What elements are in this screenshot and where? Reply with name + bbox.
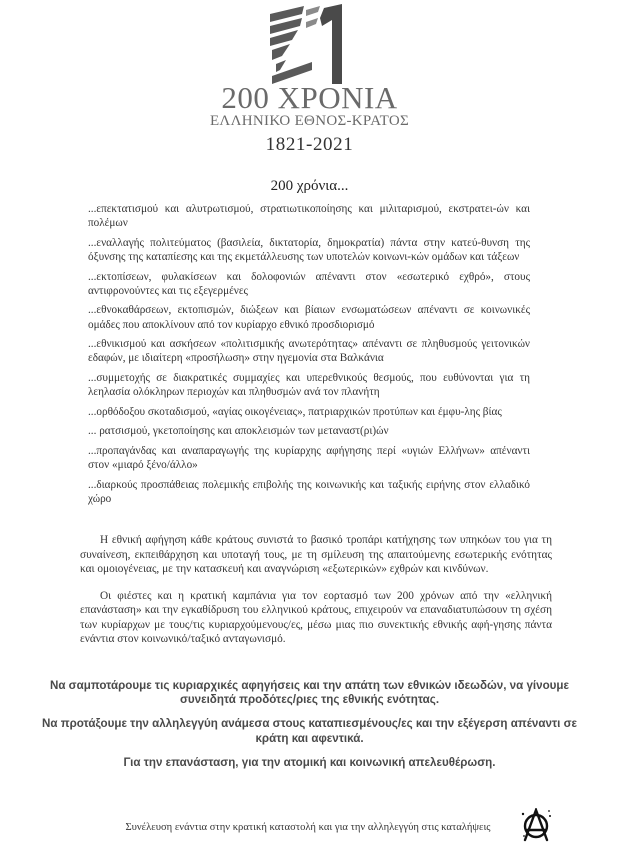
section-title: 200 χρόνια... <box>270 178 349 194</box>
slogan: Να προτάξουμε την αλληλεγγύη ανάμεσα στους καταπιεσμένους/ες και την εξέγερση απέναντι σε κράτη και αφεντικά. <box>42 717 577 745</box>
logo-200-years-icon <box>262 4 358 88</box>
slogan: Να σαμποτάρουμε τις κυριαρχικές αφηγήσεις και την απάτη των εθνικών ιδεωδών, να γίνουμε συνειδητά προδότες/ριες της εθνικής ενότητας. <box>49 679 570 707</box>
page-years: 1821-2021 <box>265 134 354 155</box>
list-item: ...διαρκούς προσπάθειας πολεμικής επιβολής της κοινωνικής και ταξικής ειρήνης στον ελλαδικό χώρο <box>88 478 530 505</box>
list-item: ...εθνικισμού και ασκήσεων «πολιτισμικής ανωτερότητας» απέναντι σε πληθυσμούς γειτονικών εδαφών, με ιδιαίτερη «προσήλωση» στην ηγεμονία στα Βαλκάνια <box>88 338 530 365</box>
paragraph: Οι φιέστες και η κρατική καμπάνια για τον εορτασμό των 200 χρόνων από την «ελληνική επανάσταση» και την εγκαθίδρυση του ελληνικού κράτους, επιχειρούν να επαναδιατυπώσουν τη σχέση των κυρίαρχων με τους/τις κυριαρχούμενους/ες, μέσω μιας πιο συνεκτικής εθνικής αφή-γησης πάντα ενάντια στον κοινωνικό/ταξικό ανταγωνισμό. <box>80 589 552 645</box>
list-item: ...συμμετοχής σε διακρατικές συμμαχίες και υπερεθνικούς θεσμούς, που ευθύνονται για τη λεηλασία ολόκληρων περιοχών και πληθυσμών ανά τον πλανήτη <box>88 371 530 399</box>
list-item: ...ορθόδοξου σκοταδισμού, «αγίας οικογένειας», πατριαρχικών προτύπων και έμφυ-λης βίας <box>88 405 502 418</box>
list-item: ... ρατσισμού, γκετοποίησης και αποκλεισμών των μεταναστ(ρι)ών <box>88 425 389 438</box>
grievance-list <box>88 202 530 512</box>
body-text <box>80 533 552 659</box>
list-item: ...εναλλαγής πολιτεύματος (βασιλεία, δικτατορία, δημοκρατία) πάντα στην κατεύ-θυνση της όξυνσης της καταπίεσης και της εκμετάλλευσης των υποτελών κοινωνι-κών ομάδων και τάξεων <box>88 236 530 263</box>
slogan: Για την επανάσταση, για την ατομική και κοινωνική απελευθέρωση. <box>123 755 496 769</box>
list-item: ...εκτοπίσεων, φυλακίσεων και δολοφονιών απέναντι στον «εσωτερικό εχθρό», στους αντιφρονούντες και τις εξεγερμένες <box>88 270 530 297</box>
list-item: ...επεκτατισμού και αλυτρωτισμού, στρατιωτικοποίησης και μιλιταρισμού, εκστρατει-ών και πολέμων <box>88 203 530 230</box>
list-item: ...προπαγάνδας και αναπαραγωγής της κυρίαρχης αφήγησης περί «υγιών Ελλήνων» απέναντι στον «μιαρό ξένο/άλλο» <box>88 444 530 472</box>
list-item: ...εθνοκαθάρσεων, εκτοπισμών, διώξεων και βίαιων ενσωματώσεων απέναντι σε κοινωνικές ομάδες που αποκλίνουν από τον κυρίαρχο εθνικό προσδιορισμό <box>88 304 530 331</box>
paragraph: Η εθνική αφήγηση κάθε κράτους συνιστά το βασικό τροπάρι κατήχησης των υπηκόων του για τη συναίνεση, εκπειθάρχηση και υποταγή τους, με τη σμίλευση της απαιτούμενης εσωτερικής ενότητας και ομοιογένειας, με την κατασκευή και αναγνώριση «εξωτερικών» εχθρών και κινδύνων. <box>80 534 552 575</box>
footer-signature: Συνέλευση ενάντια στην κρατική καταστολή και για την αλληλεγγύη στις καταλήψεις <box>125 822 491 833</box>
page-title: 200 ΧΡΟΝΙΑ <box>221 80 398 115</box>
slogans <box>40 679 579 780</box>
anarchy-symbol-icon <box>519 808 553 842</box>
page-subtitle: ΕΛΛΗΝΙΚΟ ΕΘΝΟΣ-ΚΡΑΤΟΣ <box>209 113 410 129</box>
